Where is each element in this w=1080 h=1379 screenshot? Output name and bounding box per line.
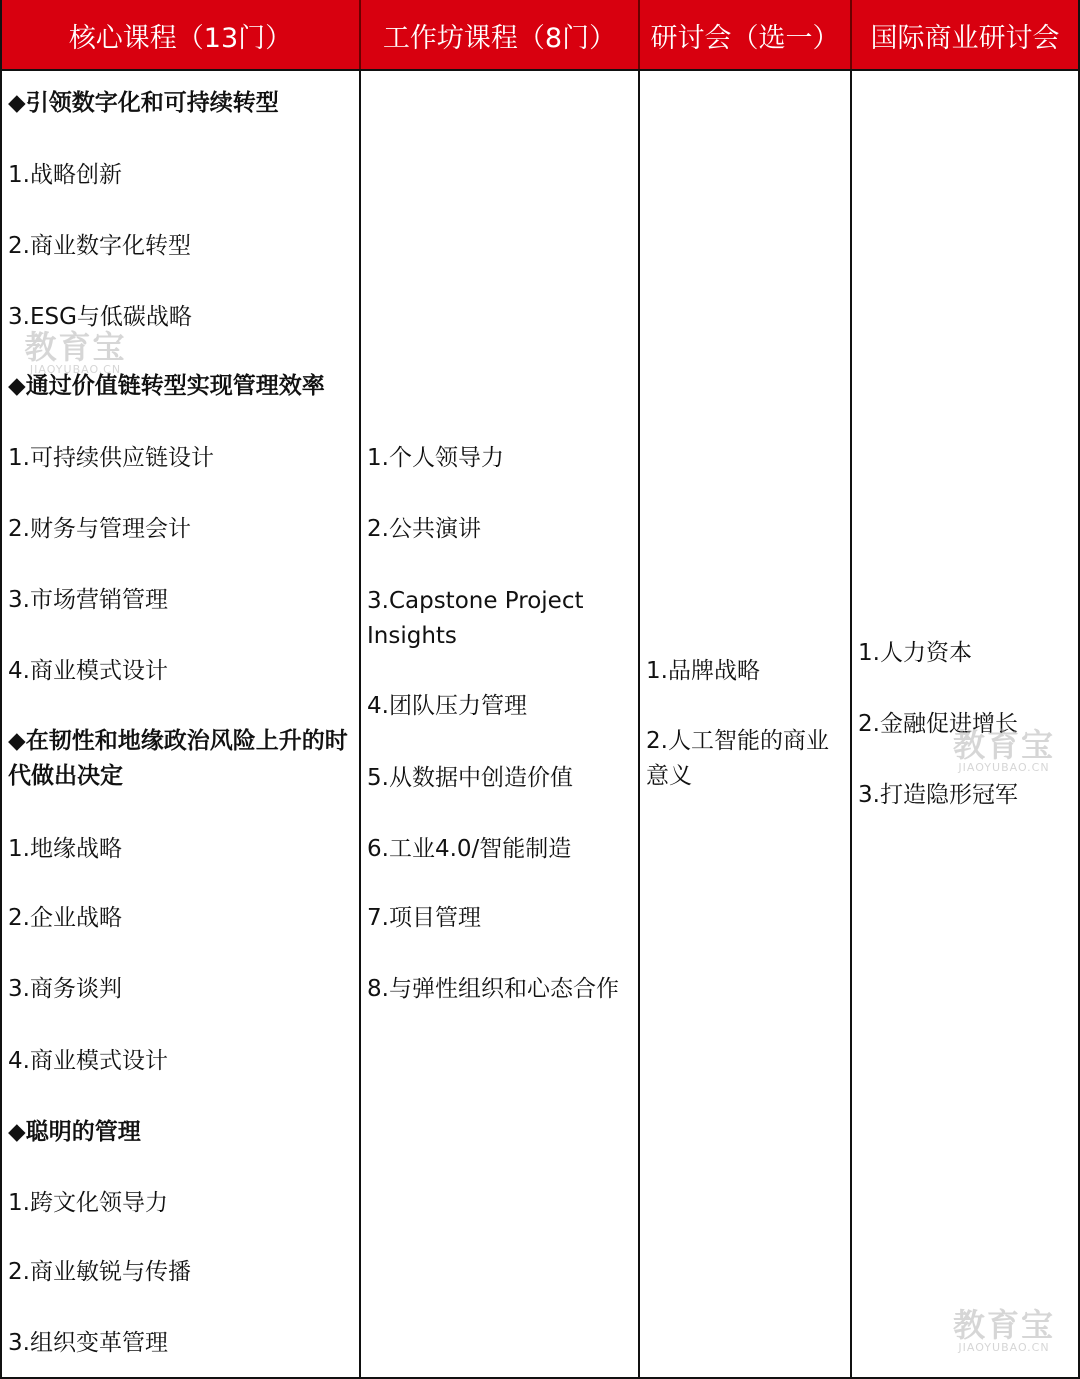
header-workshop: 工作坊课程（8门） [361, 0, 640, 70]
core-item: 3.ESG与低碳战略 [8, 304, 192, 330]
workshop-item: 5.从数据中创造价值 [367, 765, 573, 791]
international-item: 1.人力资本 [858, 640, 972, 666]
watermark: 教育宝 JIAOYUBAO.CN [952, 1306, 1055, 1354]
workshop-item: 6.工业4.0/智能制造 [367, 836, 572, 862]
workshop-item: 4.团队压力管理 [367, 693, 527, 719]
core-item: 3.组织变革管理 [8, 1330, 168, 1356]
core-section-heading: ◆通过价值链转型实现管理效率 [8, 373, 325, 399]
watermark: 教育宝 JIAOYUBAO.CN [24, 328, 127, 376]
core-item: 1.战略创新 [8, 162, 122, 188]
core-item: 2.商业数字化转型 [8, 233, 191, 259]
core-section-heading: ◆聪明的管理 [8, 1119, 141, 1145]
watermark: 教育宝 JIAOYUBAO.CN [952, 726, 1055, 774]
core-item: 4.商业模式设计 [8, 658, 168, 684]
workshop-item: 1.个人领导力 [367, 445, 504, 471]
table-header [2, 0, 1078, 70]
workshop-item: 3.Capstone Project Insights [367, 588, 584, 649]
workshop-column [361, 71, 640, 1377]
international-item: 3.打造隐形冠军 [858, 782, 1018, 808]
seminar-item: 2.人工智能的商业意义 [646, 728, 829, 789]
workshop-item: 2.公共演讲 [367, 516, 481, 542]
seminar-column [640, 71, 852, 1377]
workshop-item: 8.与弹性组织和心态合作 [367, 976, 619, 1002]
international-column [852, 71, 1078, 1377]
header-seminar: 研讨会（选一） [640, 0, 852, 70]
core-item: 2.企业战略 [8, 905, 122, 931]
core-item: 4.商业模式设计 [8, 1048, 168, 1074]
seminar-item: 1.品牌战略 [646, 658, 760, 684]
core-item: 2.商业敏锐与传播 [8, 1259, 191, 1285]
core-section-heading: ◆引领数字化和可持续转型 [8, 90, 279, 116]
header-international: 国际商业研讨会 [870, 22, 1060, 54]
core-item: 2.财务与管理会计 [8, 516, 191, 542]
core-item: 3.商务谈判 [8, 976, 122, 1002]
core-item: 1.地缘战略 [8, 836, 122, 862]
header-core: 核心课程（13门） [2, 0, 361, 70]
core-section-heading: ◆在韧性和地缘政治风险上升的时代做出决定 [8, 728, 348, 789]
international-item: 2.金融促进增长 [858, 711, 1018, 737]
workshop-item: 7.项目管理 [367, 905, 481, 931]
core-item: 1.跨文化领导力 [8, 1190, 168, 1216]
core-item: 3.市场营销管理 [8, 587, 168, 613]
core-item: 1.可持续供应链设计 [8, 445, 214, 471]
core-column [2, 71, 361, 1377]
